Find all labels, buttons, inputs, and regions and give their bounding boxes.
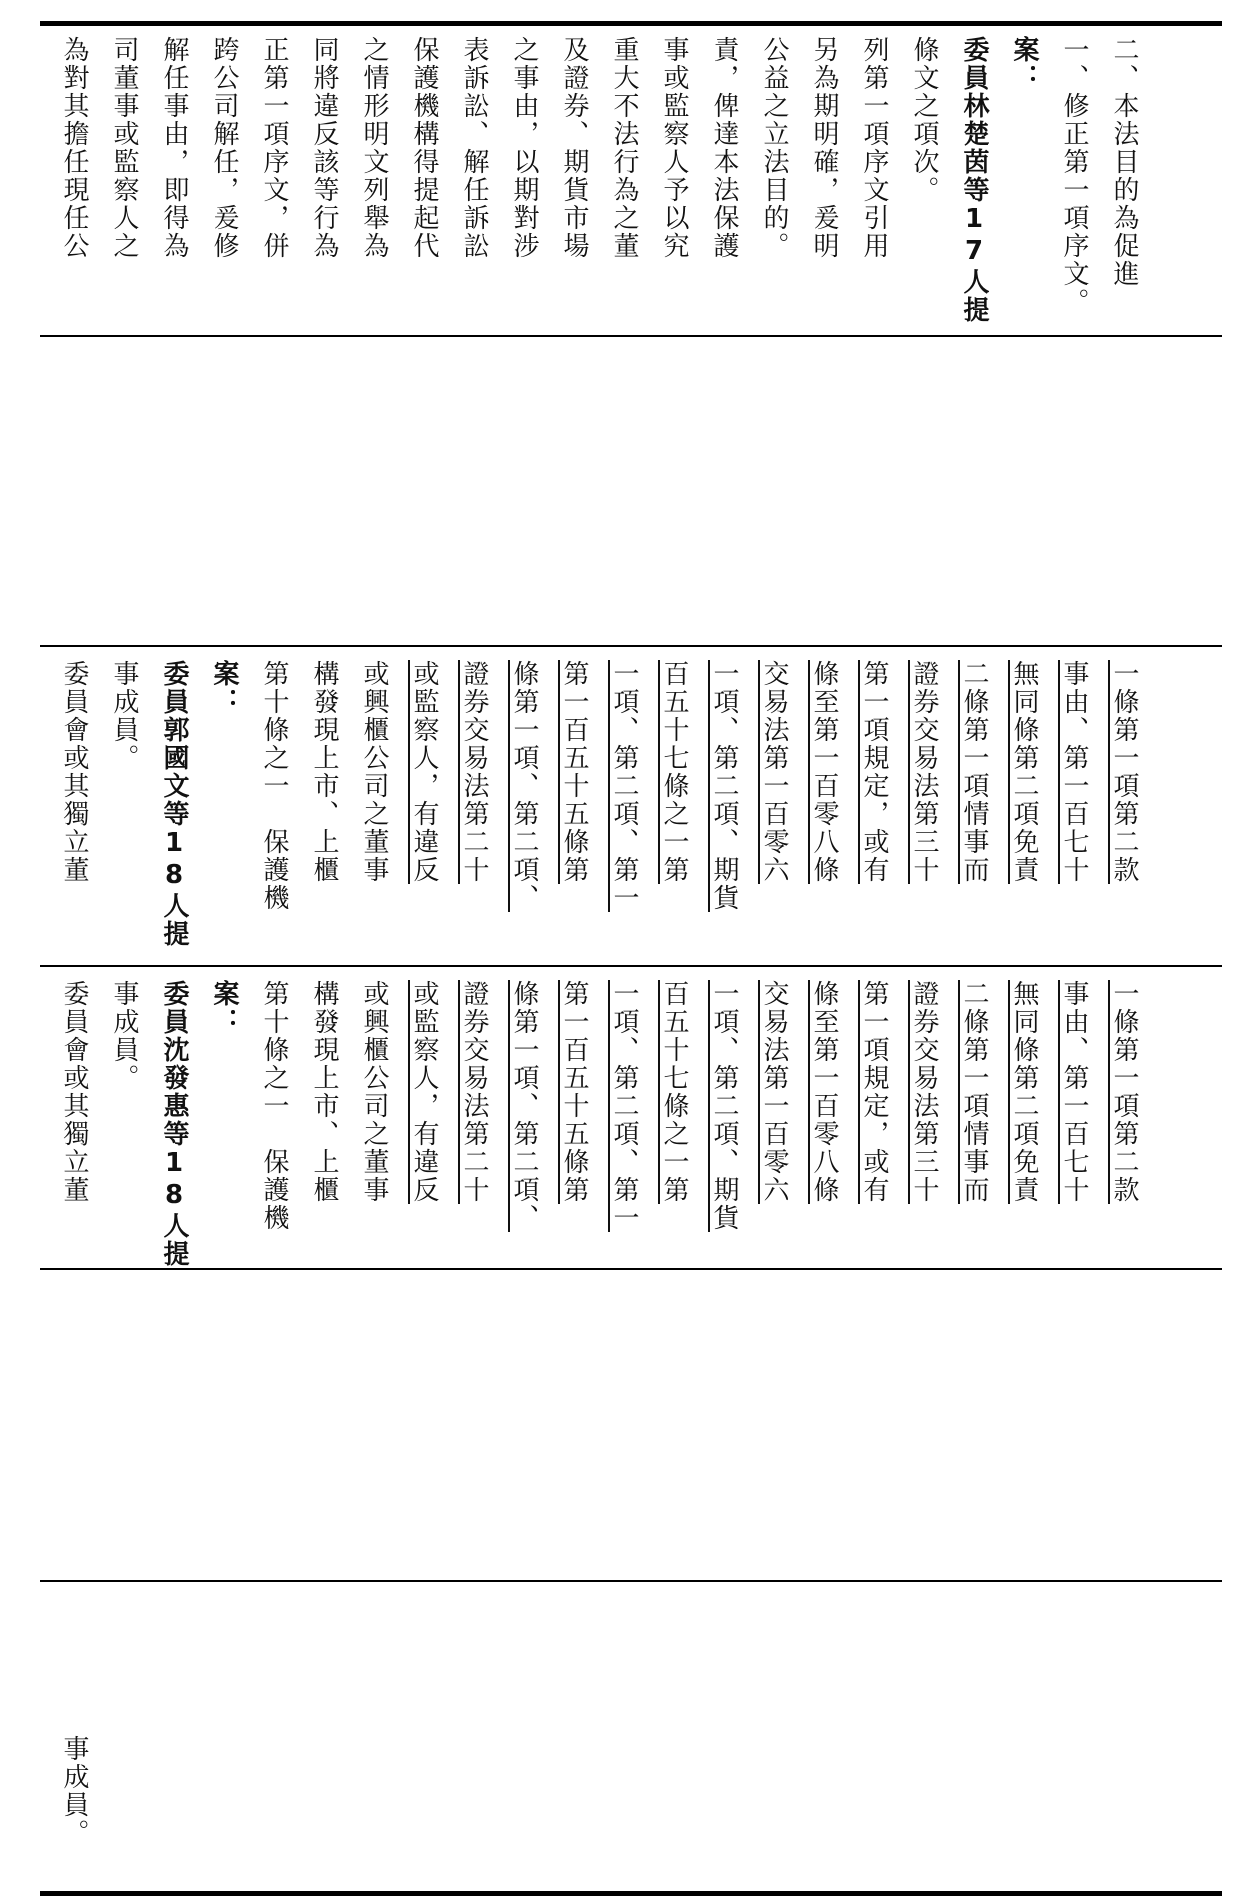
text-column: 及證券、期貨市場 [559, 36, 589, 260]
amended-text-column: 一項、第二項、第一 [609, 980, 639, 1232]
amended-text-column: 第一項規定，或有 [859, 980, 889, 1204]
amended-text-column: 證券交易法第三十 [909, 980, 939, 1204]
row-divider-2 [40, 645, 1222, 647]
text-column: 事成員。 [59, 1735, 89, 1847]
amended-text-column: 二條第一項情事而 [959, 980, 989, 1204]
text-column: 另為期明確，爰明 [809, 36, 839, 260]
amended-text-column: 第一百五十五條第 [559, 660, 589, 884]
amended-text-column: 條第一項、第二項、 [509, 980, 539, 1232]
text-column: 保護機構得提起代 [409, 36, 439, 260]
text-column: 責，俾達本法保護 [709, 36, 739, 260]
text-column: 條文之項次。 [909, 36, 939, 204]
text-column: 表訴訟、解任訴訟 [459, 36, 489, 260]
amended-text-column: 條至第一百零八條 [809, 660, 839, 884]
text-block-row1 [55, 36, 1155, 324]
amended-text-column: 一條第一項第二款 [1109, 660, 1139, 884]
row-divider-4 [40, 1268, 1222, 1270]
text-column: 為對其擔任現任公 [59, 36, 89, 260]
text-column: 二、本法目的為促進 [1109, 36, 1139, 288]
text-column: 公益之立法目的。 [759, 36, 789, 260]
row-divider-5 [40, 1580, 1222, 1582]
proposer-heading: 委員沈發惠等18人提 [159, 980, 189, 1268]
amended-text-column: 一條第一項第二款 [1109, 980, 1139, 1204]
text-column: 重大不法行為之董 [609, 36, 639, 260]
amended-text-column: 第一百五十五條第 [559, 980, 589, 1204]
text-block-row5 [55, 1735, 105, 1847]
amended-text-column: 或監察人，有違反 [409, 660, 439, 884]
proposer-heading: 委員林楚茵等17人提 [959, 36, 989, 324]
proposer-heading: 案： [209, 660, 239, 716]
amended-text-column: 事由、第一百七十 [1059, 980, 1089, 1204]
amended-text-column: 無同條第二項免責 [1009, 980, 1039, 1204]
proposer-heading: 委員郭國文等18人提 [159, 660, 189, 948]
text-column: 事成員。 [109, 660, 139, 772]
text-column: 司董事或監察人之 [109, 36, 139, 260]
row-divider-1 [40, 335, 1222, 337]
text-column: 之情形明文列舉為 [359, 36, 389, 260]
amended-text-column: 證券交易法第二十 [459, 660, 489, 884]
text-column: 解任事由，即得為 [159, 36, 189, 260]
text-column: 或興櫃公司之董事 [359, 980, 389, 1204]
amended-text-column: 交易法第一百零六 [759, 660, 789, 884]
amended-text-column: 一項、第二項、第一 [609, 660, 639, 912]
text-column: 構發現上市、上櫃 [309, 980, 339, 1204]
text-column: 事或監察人予以究 [659, 36, 689, 260]
amended-text-column: 事由、第一百七十 [1059, 660, 1089, 884]
proposer-heading: 案： [209, 980, 239, 1036]
text-column: 第十條之一 保護機 [259, 980, 289, 1232]
top-rule [40, 21, 1222, 26]
text-column: 委員會或其獨立董 [59, 660, 89, 884]
amended-text-column: 交易法第一百零六 [759, 980, 789, 1204]
text-column: 列第一項序文引用 [859, 36, 889, 260]
amended-text-column: 二條第一項情事而 [959, 660, 989, 884]
row-divider-3 [40, 965, 1222, 967]
text-column: 跨公司解任，爰修 [209, 36, 239, 260]
text-column: 第十條之一 保護機 [259, 660, 289, 912]
amended-text-column: 第一項規定，或有 [859, 660, 889, 884]
text-column: 之事由，以期對涉 [509, 36, 539, 260]
text-column: 或興櫃公司之董事 [359, 660, 389, 884]
text-column: 事成員。 [109, 980, 139, 1092]
text-column: 一、修正第一項序文。 [1059, 36, 1089, 316]
amended-text-column: 一項、第二項、期貨 [709, 980, 739, 1232]
amended-text-column: 百五十七條之一第 [659, 660, 689, 884]
text-column: 構發現上市、上櫃 [309, 660, 339, 884]
amended-text-column: 證券交易法第二十 [459, 980, 489, 1204]
amended-text-column: 一項、第二項、期貨 [709, 660, 739, 912]
amended-text-column: 無同條第二項免責 [1009, 660, 1039, 884]
amended-text-column: 條第一項、第二項、 [509, 660, 539, 912]
amended-text-column: 百五十七條之一第 [659, 980, 689, 1204]
amended-text-column: 條至第一百零八條 [809, 980, 839, 1204]
text-block-row3 [55, 980, 1155, 1268]
amended-text-column: 證券交易法第三十 [909, 660, 939, 884]
proposer-heading: 案： [1009, 36, 1039, 92]
text-column: 同將違反該等行為 [309, 36, 339, 260]
text-block-row2 [55, 660, 1155, 948]
text-column: 正第一項序文，併 [259, 36, 289, 260]
amended-text-column: 或監察人，有違反 [409, 980, 439, 1204]
bottom-rule [40, 1891, 1222, 1896]
text-column: 委員會或其獨立董 [59, 980, 89, 1204]
